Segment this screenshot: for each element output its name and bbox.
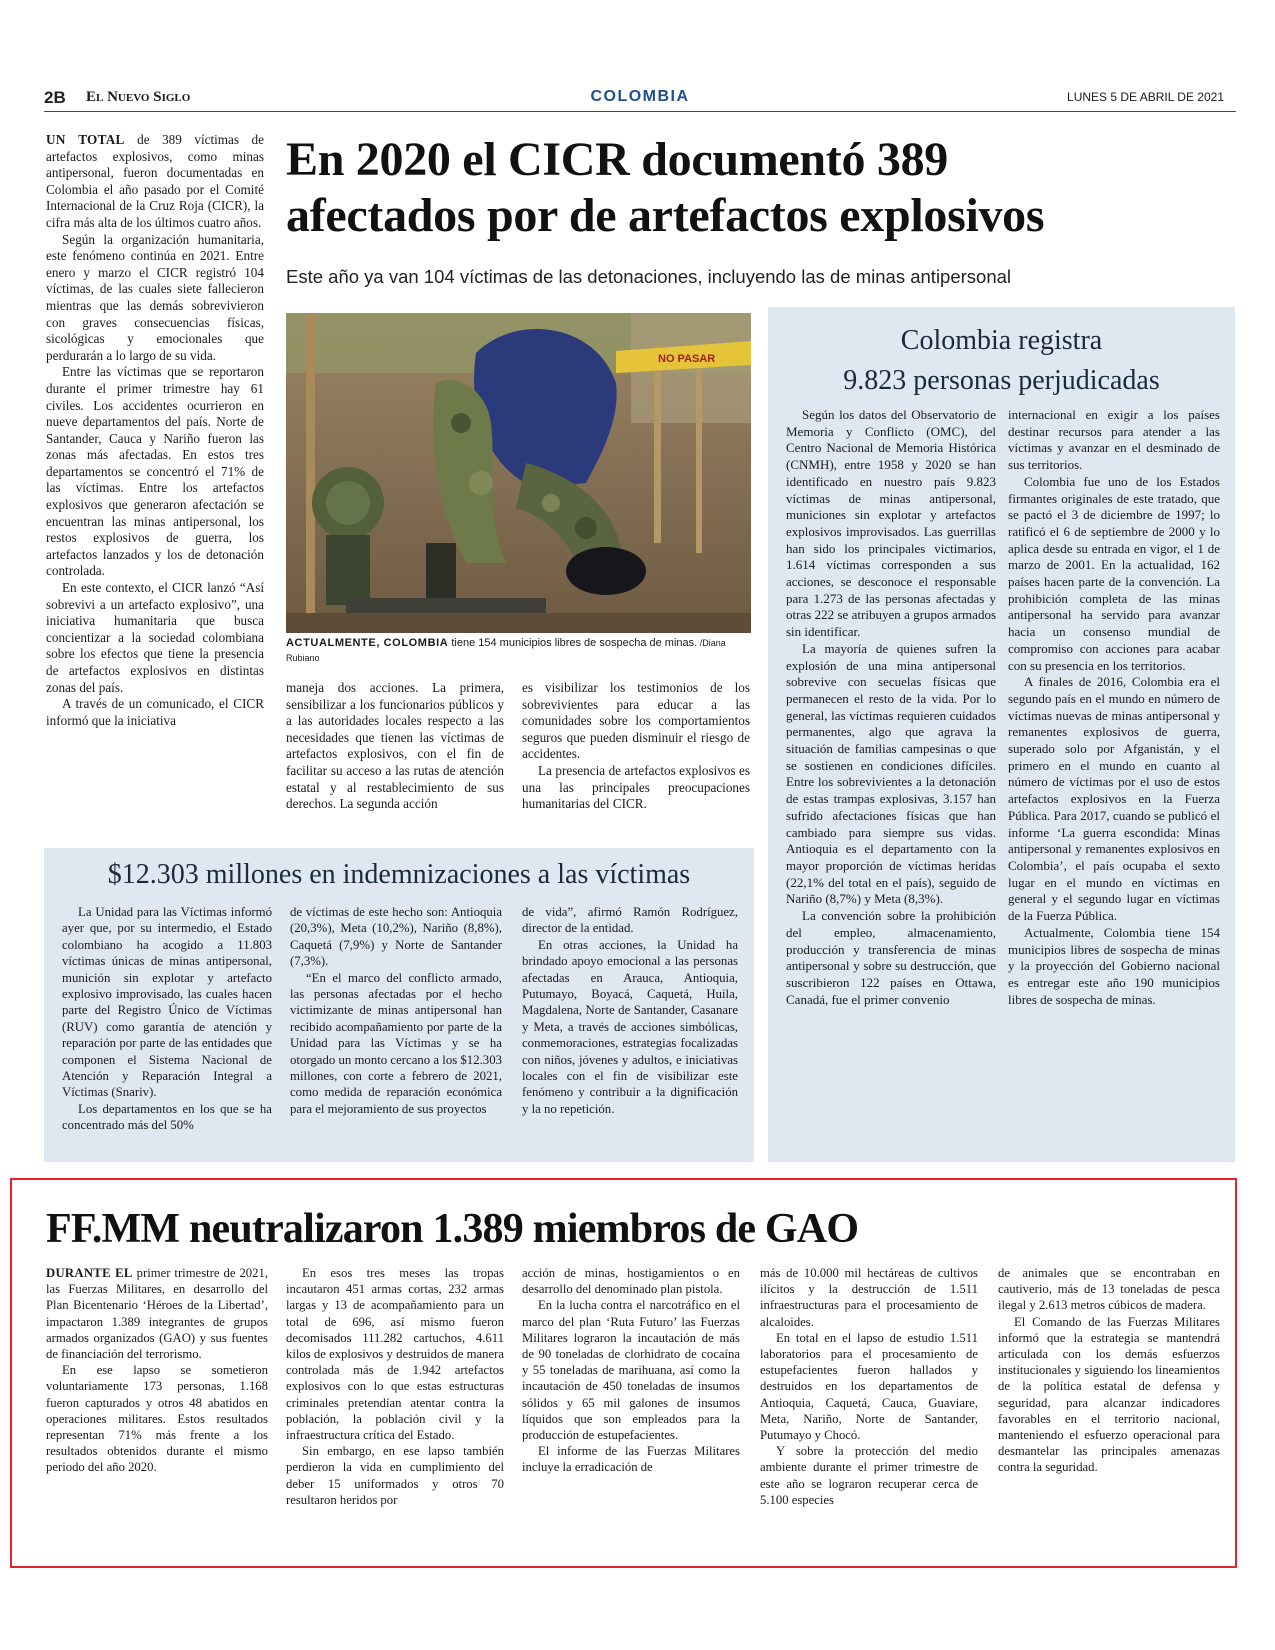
paragraph: El informe de las Fuerzas Militares incluye la erradicación de <box>522 1444 740 1475</box>
paragraph: A finales de 2016, Colombia era el segundo país en el mundo en número de víctimas nuevas de minas antipersonal y remanentes explosivos de guerra, superado solo por Afganistán, y el primero en el mundo en cuanto al número de víctimas por el uso de estos artefactos explosivos en la Fuerza Pública. Para 2017, cuando se publicó el informe ‘La guerra escondida: Minas antipersonal y remanentes explosivos en Colombia’, el país ocupaba el sexto lugar en el mundo en víctimas en general y el segundo lugar en víctimas de la Fuerza Pública. <box>1008 674 1220 924</box>
photo-credit: /Diana Rubiano <box>286 638 726 663</box>
ffmm-column-5 <box>998 1265 1220 1476</box>
sidebar-title-line-1: Colombia registra <box>900 325 1103 356</box>
headline-line-2: afectados por de artefactos explosivos <box>286 189 1045 242</box>
ffmm-headline: FF.MM neutralizaron 1.389 miembros de GAO <box>46 1206 859 1252</box>
warning-sign-text: NO PASAR <box>658 353 716 365</box>
sidebar-column-1 <box>786 407 996 1008</box>
paragraph: de animales que se encontraban en cautiverio, más de 13 toneladas de pesca ilegal y 2.613 metros cúbicos de madera. <box>998 1266 1220 1313</box>
paragraph: En la lucha contra el narcotráfico en el marco del plan ‘Ruta Futuro’ las Fuerzas Militares lograron la incautación de más de 90 toneladas de clorhidrato de cocaína y 55 toneladas de marihuana, así como la incautación de 450 toneladas de insumos sólidos y 65 mil galones de insumos líquidos que son empleados para la producción de estupefacientes. <box>522 1298 740 1443</box>
lead-in: DURANTE EL <box>46 1266 133 1280</box>
indemnizaciones-title: $12.303 millones en indemnizaciones a las víctimas <box>107 859 691 890</box>
deminer-photo-illustration <box>286 313 751 633</box>
paragraph: Según los datos del Observatorio de Memoria y Conflicto (OMC), del Centro Nacional de Memoria Histórica (CNMH), entre 1958 y 2020 se han identificado en nuestro país 9.823 víctimas de minas antipersonal, municiones sin explotar y artefactos explosivos improvisados. Las guerrillas han sido los principales victimarios, 1.614 víctimas corresponden a sus acciones, se desconoce el responsable para 1.273 de las personas afectadas y otras 222 se atribuyen a grupos armados sin identificar. <box>786 407 996 640</box>
headline-line-1: En 2020 el CICR documentó 389 <box>286 133 948 186</box>
main-article-column-1 <box>46 132 264 729</box>
main-article-column-2 <box>286 680 504 813</box>
paragraph: En otras acciones, la Unidad ha brindado apoyo emocional a las personas afectadas en Arauca, Antioquia, Putumayo, Boyacá, Caquetá, Huila, Magdalena, Norte de Santander, Casanare y Meta, a través de acciones simbólicas, conmemoraciones, estrategias focalizadas con niños, jóvenes y adultos, e iniciativas locales con el fin de visibilizar este fenómeno y contribuir a la dignificación y la no repetición. <box>522 937 738 1116</box>
paragraph: La mayoría de quienes sufren la explosión de una mina antipersonal sobrevive con secuelas físicas que permanecen el resto de la vida. Por lo general, las víctimas requieren cuidados permanentes, algo que agrava la situación de familias campesinas o que se sostienen en condiciones difíciles. Entre los sobrevivientes a la detonación de estas trampas explosivas, 3.157 han sufrido afectaciones físicas que han cambiado para siempre sus vidas. Antioquia es el departamento con la mayor proporción de víctimas heridas (22,1% del total en el país), seguido de Nariño (8,7%) y Meta (8,3%). <box>786 640 996 907</box>
page-number: 2B <box>44 88 66 107</box>
sidebar-box-indemnizaciones <box>44 848 754 1162</box>
paragraph: En esos tres meses las tropas incautaron 451 armas cortas, 232 armas largas y 13 de acompañamiento para un total de 696, así mismo fueron decomisados 111.282 cartuchos, 4.611 kilos de explosivos y destruidos de manera controlada más de 1.942 artefactos explosivos con lo que estas estructuras criminales pretendían atentar contra la población, la población civil y la infraestructura crítica del Estado. <box>286 1266 504 1443</box>
section-label: COLOMBIA <box>590 88 690 105</box>
paragraph: Sin embargo, en ese lapso también perdieron la vida en cumplimiento del deber 15 uniformados y otros 70 resultaron heridos por <box>286 1444 504 1507</box>
indemnizaciones-column-1 <box>62 904 272 1134</box>
article-photo <box>286 313 751 633</box>
paragraph: internacional en exigir a los países destinar recursos para atender a las víctimas y avanzar en el desminado de sus territorios. <box>1008 407 1220 473</box>
indemnizaciones-column-3 <box>522 904 738 1117</box>
main-headline <box>286 132 1226 244</box>
photo-caption <box>286 636 751 666</box>
paragraph: En total en el lapso de estudio 1.511 laboratorios para el procesamiento de estupefacientes fueron hallados y destruidos en los departamentos de Antioquia, Caquetá, Cauca, Guaviare, Meta, Nariño, Norte de Santander, Putumayo y Chocó. <box>760 1330 978 1443</box>
paragraph: más de 10.000 mil hectáreas de cultivos ilícitos y la destrucción de 1.511 infraestructuras para el procesamiento de alcaloides. <box>760 1266 978 1329</box>
main-deck: Este año ya van 104 víctimas de las detonaciones, incluyendo las de minas antipersonal <box>286 266 1012 287</box>
folio-rule <box>44 111 1236 112</box>
paragraph: A través de un comunicado, el CICR informó que la iniciativa <box>46 696 264 728</box>
issue-date: LUNES 5 DE ABRIL DE 2021 <box>1067 90 1224 104</box>
paragraph: La presencia de artefactos explosivos es una las principales preocupaciones humanitarias del CICR. <box>522 762 750 812</box>
lead-in: UN TOTAL <box>46 132 125 147</box>
paragraph: Actualmente, Colombia tiene 154 municipios libres de sospecha de minas y la proyección del Gobierno nacional es entregar este año 190 municipios libres de sospecha de minas. <box>1008 924 1220 1007</box>
paragraph: En ese lapso se sometieron voluntariamente 173 personas, 1.168 fueron capturados y otros 48 abatidos en operaciones militares. Estos resultados representan 71% más frente a los resultados obtenidos durante el mismo periodo del año 2020. <box>46 1363 268 1475</box>
paragraph: La convención sobre la prohibición del empleo, almacenamiento, producción y transferencia de minas antipersonal y sobre su destrucción, que suscribieron 122 países en Ottawa, Canadá, fue el primer convenio <box>786 908 996 1007</box>
publication-name: El Nuevo Siglo <box>86 89 191 105</box>
ffmm-column-1 <box>46 1265 268 1476</box>
paragraph: “En el marco del conflicto armado, las personas afectadas por el hecho victimizante de minas antipersonal han recibido acompañamiento por parte de la Unidad para las Víctimas y se ha otorgado un monto cercano a los $12.303 millones, con corte a febrero de 2021, como medida de reparación económica para el mejoramiento de sus proyectos <box>290 970 502 1116</box>
paragraph: es visibilizar los testimonios de los sobrevivientes para educar a las comunidades sobre los comportamientos seguros que pueden disminuir el riesgo de accidentes. <box>522 680 750 762</box>
paragraph: En este contexto, el CICR lanzó “Así sobrevivi a un artefacto explosivo”, una iniciativa humanitaria que busca concientizar a la sociedad colombiana sobre los efectos que tiene la presencia de artefactos explosivos en distintas zonas del país. <box>46 580 264 695</box>
paragraph: UN TOTAL de 389 víctimas de artefactos explosivos, como minas antipersonal, fueron documentadas en Colombia el año pasado por el Comité Internacional de la Cruz Roja (CICR), la cifra más alta de los últimos cuatro años. <box>46 132 264 230</box>
main-article-column-3 <box>522 680 750 813</box>
indemnizaciones-column-2 <box>290 904 502 1117</box>
paragraph: Los departamentos en los que se ha concentrado más del 50% <box>62 1101 272 1133</box>
sidebar-title-line-2: 9.823 personas perjudicadas <box>843 365 1160 396</box>
sidebar-column-2 <box>1008 407 1220 1008</box>
sidebar-box-omc <box>768 307 1235 1162</box>
paragraph: Según la organización humanitaria, este fenómeno continúa en 2021. Entre enero y marzo el CICR registró 104 víctimas, de las cuales siete fallecieron mientras que las demás sobrevivieron con graves consecuencias físicas, sicológicas y emocionales que perdurarán a lo largo de su vida. <box>46 231 264 363</box>
paragraph: maneja dos acciones. La primera, sensibilizar a los funcionarios públicos y a las autoridades locales respecto a las necesidades que tienen las víctimas de artefactos explosivos, con el fin de facilitar su acceso a las rutas de atención estatal y al restablecimiento de sus derechos. La segunda acción <box>286 680 504 812</box>
paragraph: DURANTE EL primer trimestre de 2021, las Fuerzas Militares, en desarrollo del Plan Bicentenario ‘Héroes de la Libertad’, impactaron 1.389 integrantes de grupos armados organizados (GAO) y sus fuentes de financiación del terrorismo. <box>46 1266 268 1362</box>
caption-lead: ACTUALMENTE, COLOMBIA <box>286 637 449 649</box>
paragraph: acción de minas, hostigamientos o en desarrollo del denominado plan pistola. <box>522 1266 740 1297</box>
caption-text: tiene 154 municipios libres de sospecha de minas. <box>448 637 698 649</box>
paragraph: La Unidad para las Víctimas informó ayer que, por su intermedio, el Estado colombiano ha acogido a 11.803 víctimas únicas de minas antipersonal, munición sin explotar y artefacto explosivo improvisado, las cuales hacen parte del Registro Único de Víctimas (RUV) como garantía de atención y reparación por parte de las entidades que componen el Sistema Nacional de Atención y Reparación Integral a Víctimas (Snariv). <box>62 905 272 1100</box>
paragraph: de vida”, afirmó Ramón Rodríguez, director de la entidad. <box>522 905 738 936</box>
sidebar-box-title <box>768 321 1235 401</box>
paragraph: Y sobre la protección del medio ambiente durante el primer trimestre de este año se lograron recuperar cerca de 5.100 especies <box>760 1444 978 1507</box>
paragraph: de víctimas de este hecho son: Antioquia (20,3%), Meta (10,2%), Nariño (8,8%), Caquetá (7,9%) y Norte de Santander (7,3%). <box>290 905 502 969</box>
ffmm-column-2 <box>286 1265 504 1508</box>
ffmm-column-3 <box>522 1265 740 1476</box>
page-folio <box>44 86 1236 112</box>
paragraph: Entre las víctimas que se reportaron durante el primer trimestre hay 61 civiles. Los accidentes ocurrieron en nueve departamentos del país. Norte de Santander, Cauca y Nariño fueron las zonas más afectadas. En estos tres departamentos se concentró el 71% de las víctimas. Entre los artefactos explosivos que generaron afectación se encuentran las minas antipersonal, los restos explosivos de guerra, los artefactos lanzados y los de detonación controlada. <box>46 364 264 579</box>
paragraph: El Comando de las Fuerzas Militares informó que la estrategia se mantendrá articulada con los demás esfuerzos institucionales y siguiendo los lineamientos de la política estatal de defensa y seguridad, para alcanzar indicadores favorables en el territorio nacional, manteniendo el esfuerzo operacional para desmantelar las principales amenazas contra la seguridad. <box>998 1314 1220 1475</box>
ffmm-column-4 <box>760 1265 978 1508</box>
paragraph: Colombia fue uno de los Estados firmantes originales de este tratado, que se pactó el 3 de diciembre de 1997; lo ratificó el 6 de septiembre de 2000 y lo aplica desde su entrada en vigor, el 1 de marzo de 2001. En la actualidad, 162 países hacen parte de la convención. La prohibición completa de las minas antipersonal ha servido para avanzar hacia un consenso mundial de compromiso con acciones para acabar con su presencia en los territorios. <box>1008 473 1220 673</box>
